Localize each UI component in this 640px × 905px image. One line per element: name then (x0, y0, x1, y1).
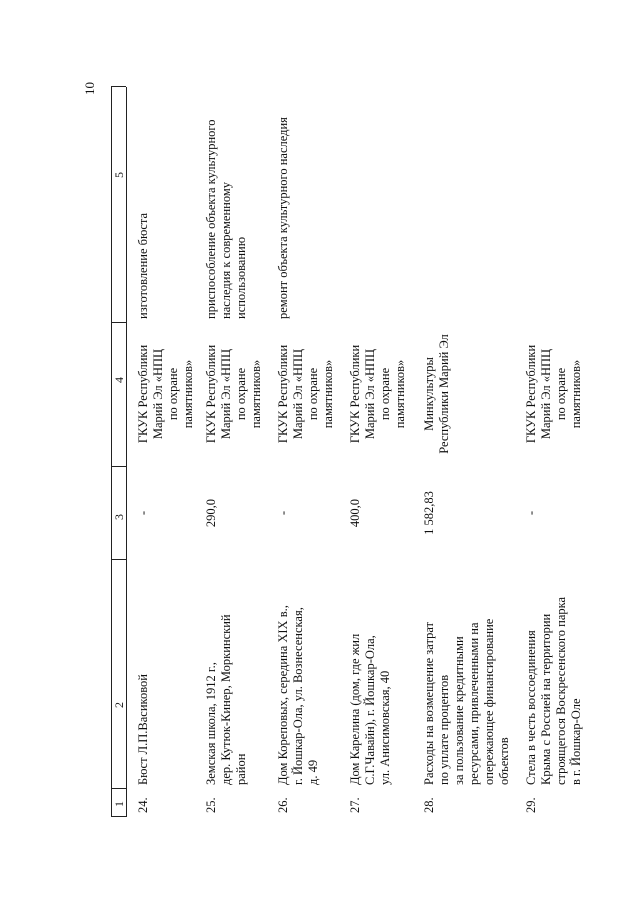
responsible-organization: ГКУК Республики Марий Эл «НПЦ по охране памятников» (136, 344, 195, 444)
column-header-1: 1 (112, 801, 126, 807)
page-number: 10 (82, 82, 97, 95)
row-number: 29. (524, 797, 538, 813)
row-number: 28. (422, 797, 436, 813)
object-name: Дом Кореповых, середина XIX в., г. Йошкар-Ола, ул. Вознесенская, д. 49 (276, 605, 320, 785)
object-name: Стела в честь воссоединения Крыма с Россией на территории строящегося Воскресенского парка в г. Йошкар-Оле (524, 596, 583, 785)
column-divider (111, 559, 126, 560)
amount: 400,0 (348, 498, 362, 528)
column-divider (111, 788, 126, 789)
responsible-organization: ГКУК Республики Марий Эл «НПЦ по охране памятников» (348, 344, 407, 444)
column-header-4: 4 (112, 377, 126, 383)
column-divider (111, 816, 126, 817)
work-description: приспособление объекта культурного наследия к современному использованию (204, 119, 248, 319)
row-number: 24. (136, 797, 150, 813)
object-name: Земская школа, 1912 г., дер. Кутюк-Кинер, Моркинский район (204, 614, 248, 785)
table-top-rule (111, 87, 112, 817)
row-number: 25. (204, 797, 218, 813)
column-divider (111, 322, 126, 323)
object-name: Расходы на возмещение затрат по уплате процентов за пользование кредитными ресурсами, привлеченными на опережающее финансирование объектов (422, 618, 511, 785)
row-number: 27. (348, 797, 362, 813)
object-name: Дом Карелина (дом, где жил С.Г.Чавайн), г. Йошкар-Ола, ул. Анисимовская, 40 (348, 633, 392, 785)
column-header-5: 5 (112, 172, 126, 178)
column-divider (111, 466, 126, 467)
responsible-organization: ГКУК Республики Марий Эл «НПЦ по охране памятников» (524, 344, 583, 444)
column-header-3: 3 (112, 514, 126, 520)
responsible-organization: Минкультуры Республики Марий Эл (422, 334, 451, 454)
row-number: 26. (276, 797, 290, 813)
work-description: ремонт объекта культурного наследия (276, 117, 290, 319)
responsible-organization: ГКУК Республики Марий Эл «НПЦ по охране памятников» (204, 344, 263, 444)
object-name: Бюст Л.П.Васиковой (136, 674, 150, 785)
column-header-2: 2 (112, 702, 126, 708)
work-description: изготовление бюста (136, 212, 150, 319)
column-divider (111, 86, 126, 87)
responsible-organization: ГКУК Республики Марий Эл «НПЦ по охране памятников» (276, 344, 335, 444)
amount: 290,0 (204, 498, 218, 528)
amount: - (524, 510, 538, 516)
amount: - (136, 510, 150, 516)
table-header-rule (126, 87, 127, 817)
amount: - (276, 510, 290, 516)
amount: 1 582,83 (422, 491, 436, 535)
